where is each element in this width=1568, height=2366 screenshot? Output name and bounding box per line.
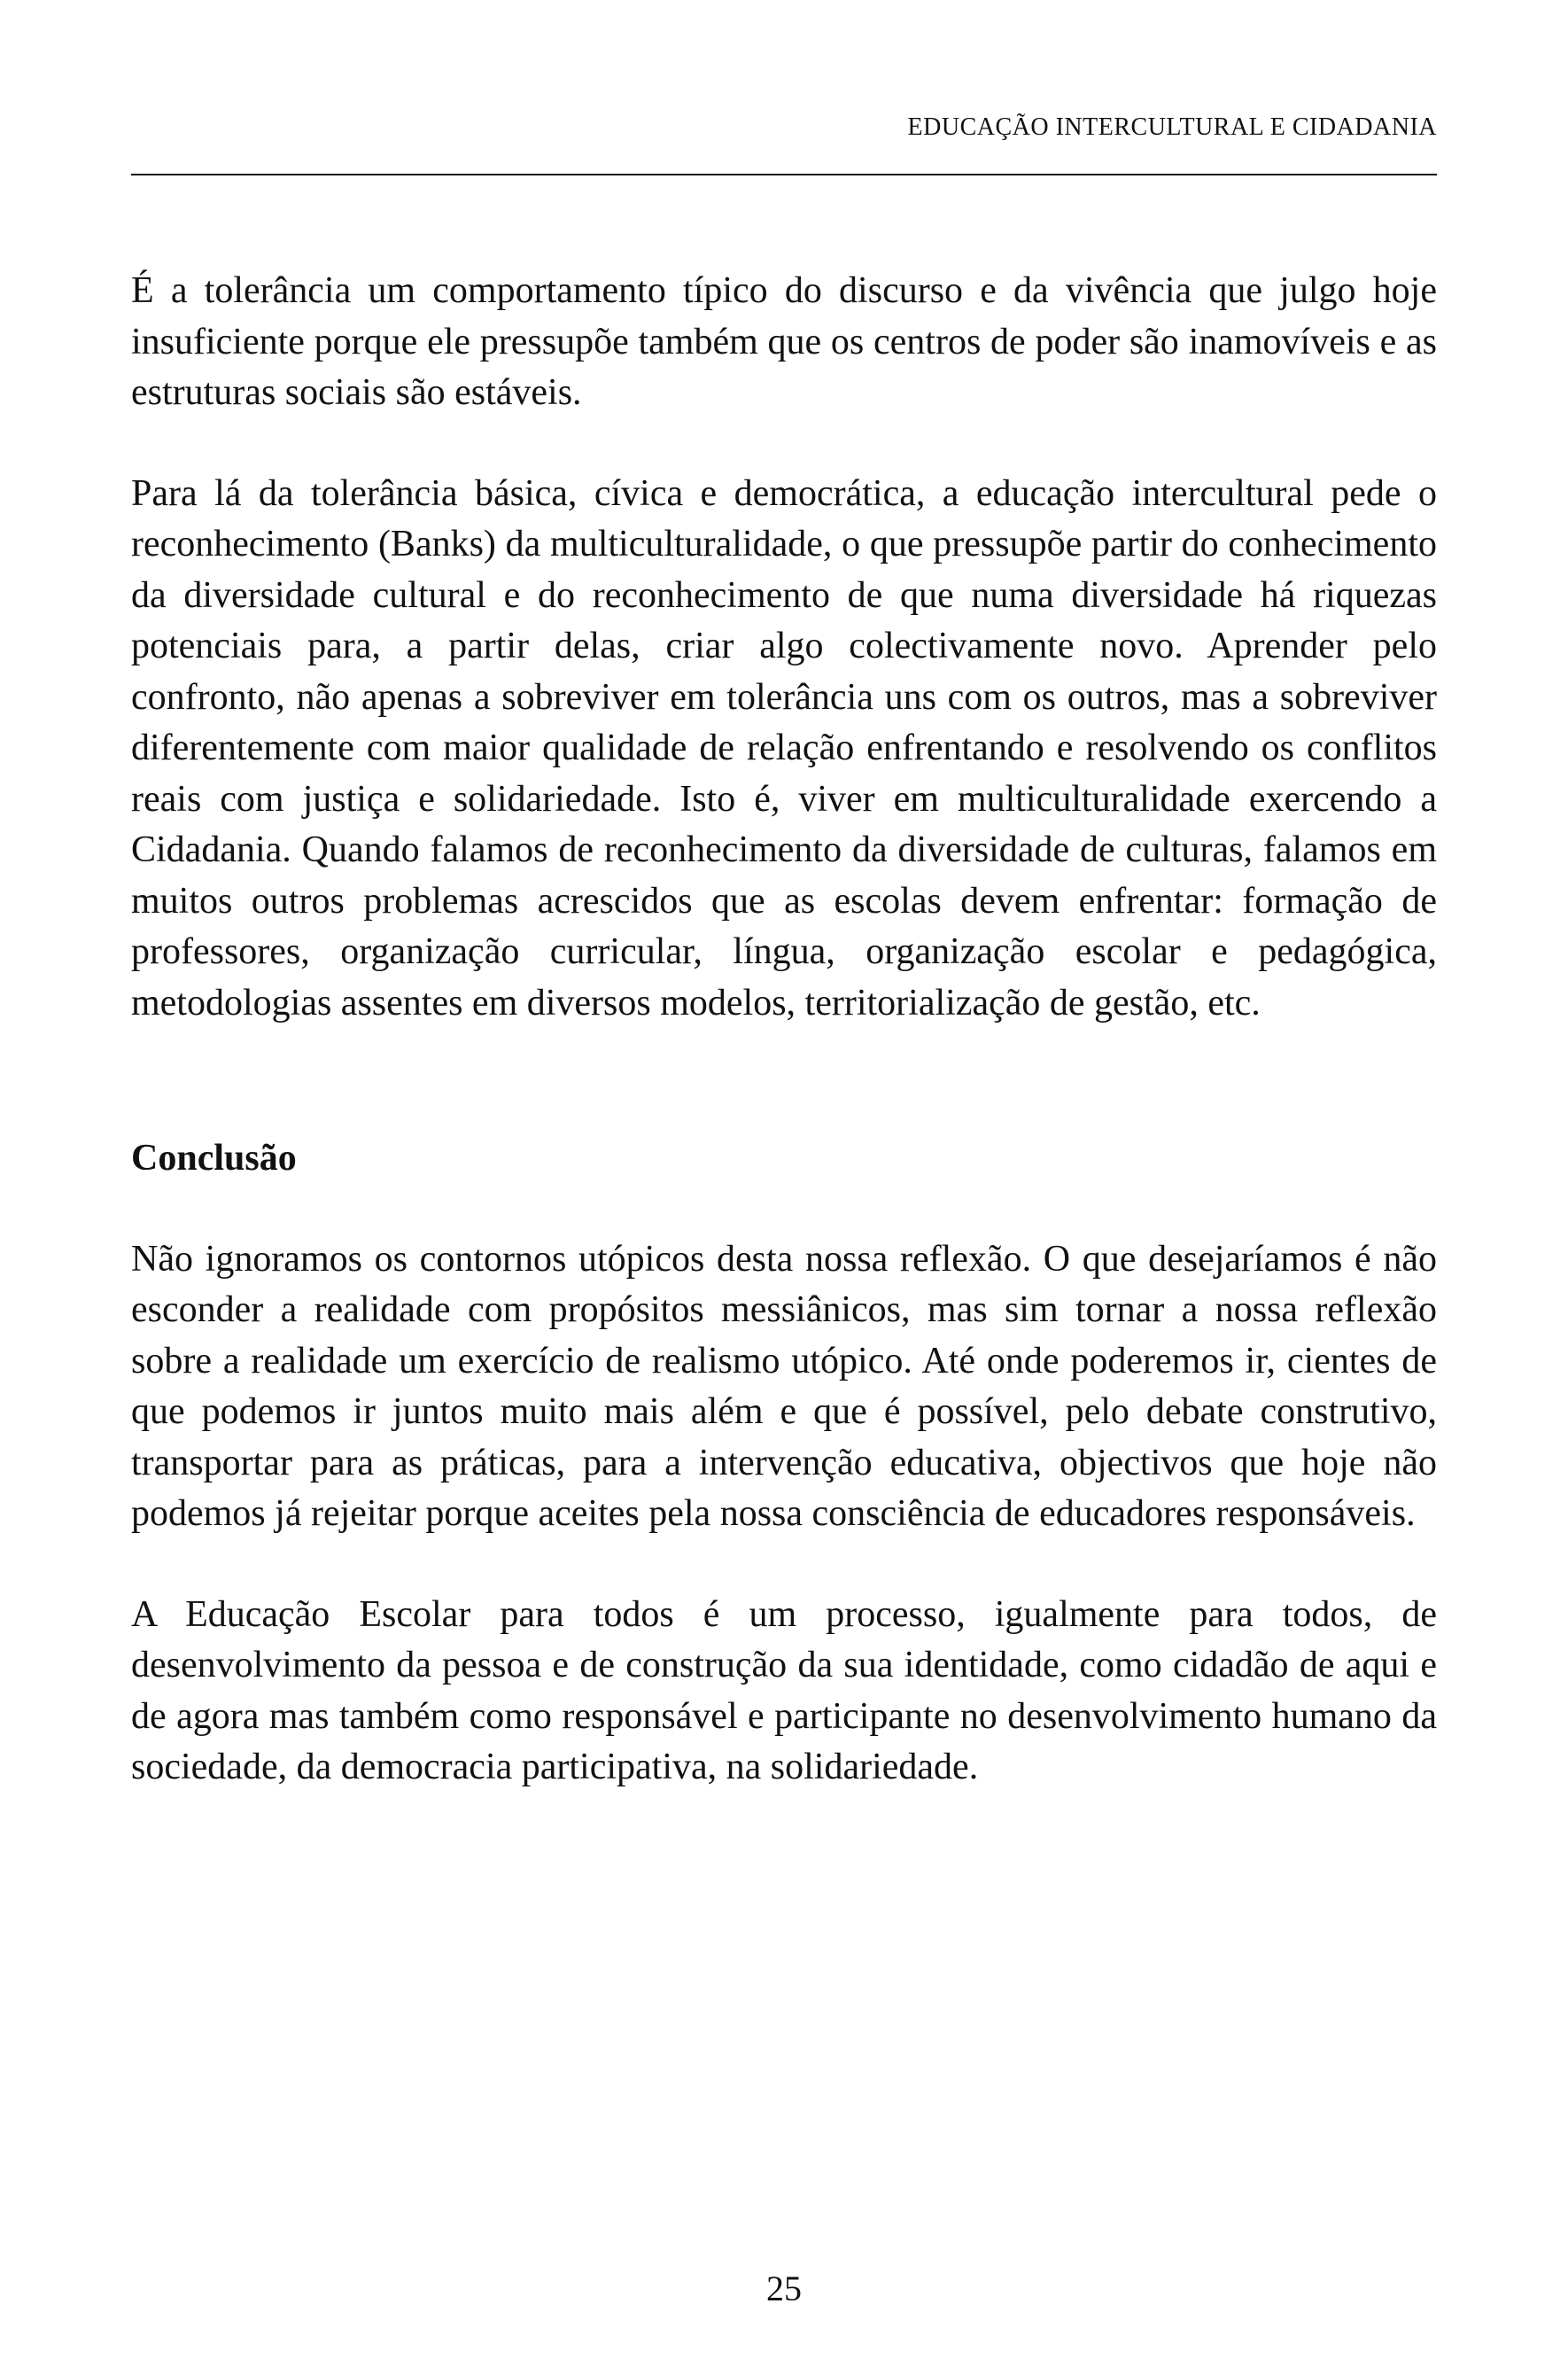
paragraph-tolerancia: É a tolerância um comportamento típico do discurso e da vivência que julgo hoje insuficiente porque ele pressupõe também que os centros de poder são inamovíveis e as estruturas sociais são estáveis. [131,270,1437,413]
page-number: 25 [766,2269,802,2308]
header-rule [131,174,1437,175]
running-header: EDUCAÇÃO INTERCULTURAL E CIDADANIA [907,113,1437,141]
paragraph-conclusao-1: Não ignoramos os contornos utópicos desta nossa reflexão. O que desejaríamos é não esconder a realidade com propósitos messiânicos, mas sim tornar a nossa reflexão sobre a realidade um exercício de realismo utópico. Até onde poderemos ir, cientes de que podemos ir juntos muito mais além e que é possível, pelo debate construtivo, transportar para as práticas, para a intervenção educativa, objectivos que hoje não podemos já rejeitar porque aceites pela nossa consciência de educadores responsáveis. [131,1238,1437,1534]
section-heading-conclusao: Conclusão [131,1138,297,1179]
paragraph-conclusao-2: A Educação Escolar para todos é um processo, igualmente para todos, de desenvolvimento da pessoa e de construção da sua identidade, como cidadão de aqui e de agora mas também como responsável e participante no desenvolvimento humano da sociedade, da democracia participativa, na solidariedade. [131,1593,1437,1787]
body-text [131,266,1437,1794]
paragraph-interculturalidade: Para lá da tolerância básica, cívica e democrática, a educação intercultural pede o reconhecimento (Banks) da multiculturalidade, o que pressupõe partir do conhecimento da diversidade cultural e do reconhecimento de que numa diversidade há riquezas potenciais para, a partir delas, criar algo colectivamente novo. Aprender pelo confronto, não apenas a sobreviver em tolerância uns com os outros, mas a sobreviver diferentemente com maior qualidade de relação enfrentando e resolvendo os conflitos reais com justiça e solidariedade. Isto é, viver em multiculturalidade exercendo a Cidadania. Quando falamos de reconhecimento da diversidade de culturas, falamos em muitos outros problemas acrescidos que as escolas devem enfrentar: formação de professores, organização curricular, língua, organização escolar e pedagógica, metodologias assentes em diversos modelos, territorialização de gestão, etc. [131,472,1437,1023]
